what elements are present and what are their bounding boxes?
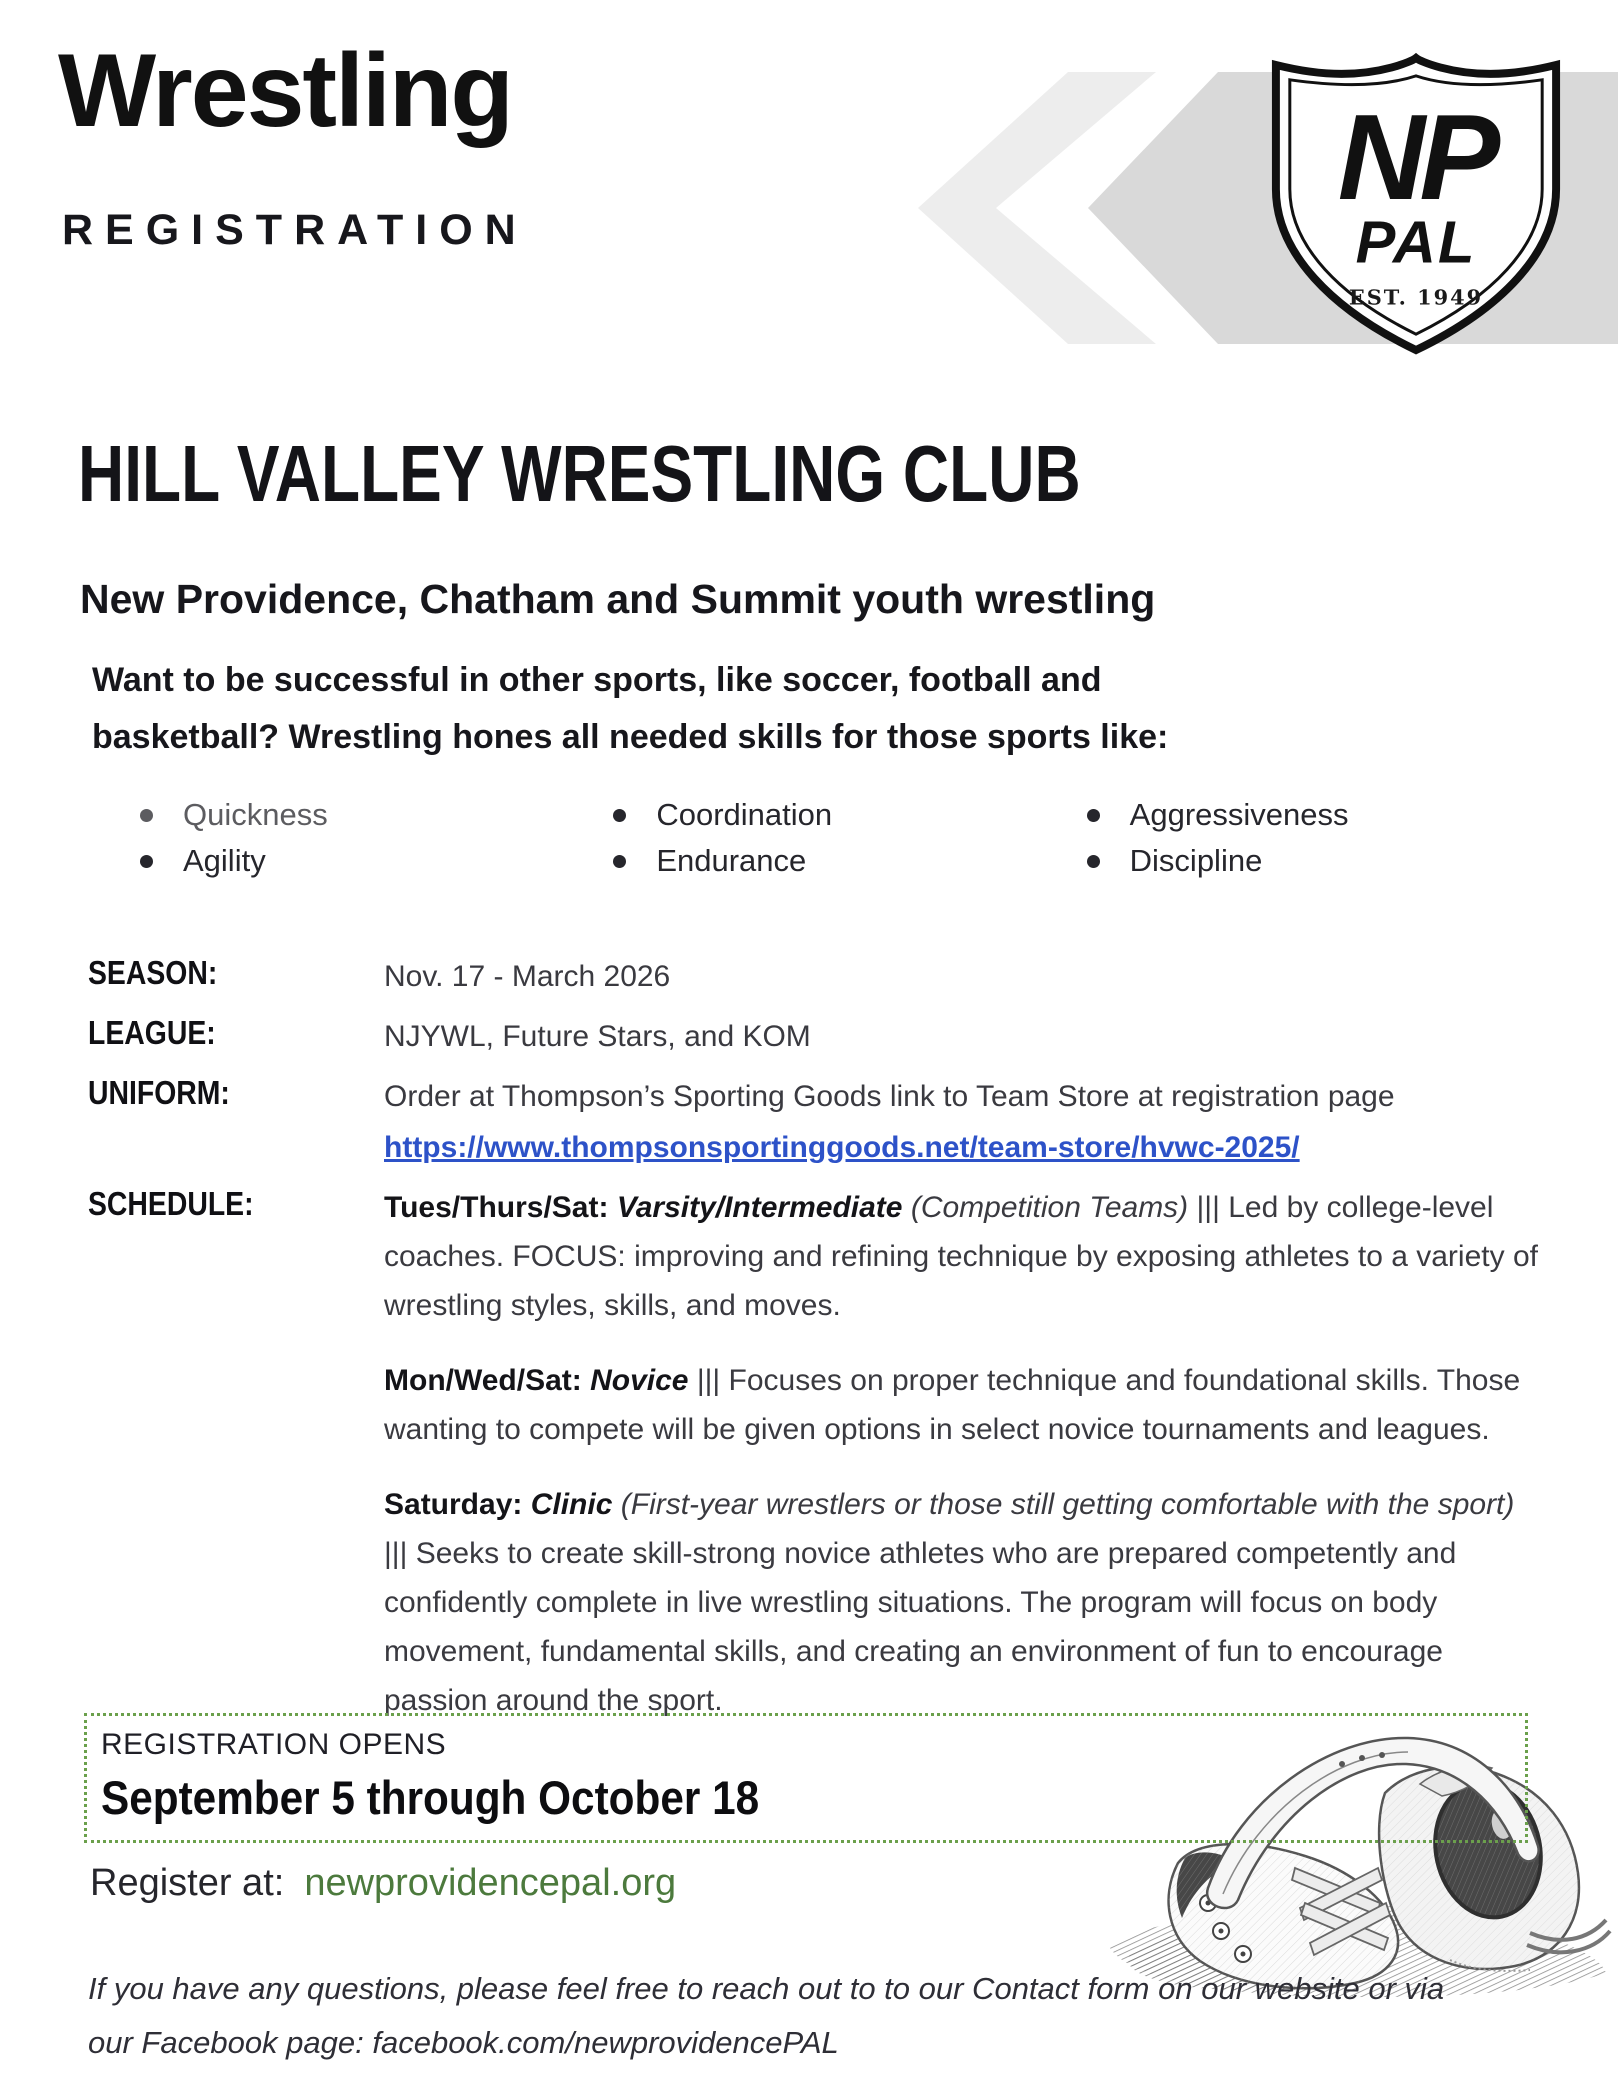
skills-column-3 [1087, 792, 1560, 884]
skill-item: Quickness [140, 792, 613, 838]
schedule-value [384, 1183, 1544, 1751]
page-title: Wrestling [58, 33, 512, 149]
footer-note-line-2: our Facebook page: facebook.com/newprovidencePAL [88, 2025, 839, 2060]
club-heading: HILL VALLEY WRESTLING CLUB [78, 429, 1081, 518]
intro-paragraph: Want to be successful in other sports, like soccer, football and basketball? Wrestling hones all needed skills for those sports like: [92, 661, 1169, 756]
schedule-label: SCHEDULE: [88, 1185, 254, 1222]
schedule-row [88, 1183, 1548, 1751]
league-row [88, 1012, 1548, 1061]
league-label: LEAGUE: [88, 1014, 216, 1051]
schedule-varsity-paragraph: Tues/Thurs/Sat: Varsity/Intermediate (Competition Teams) ||| Led by college-level coaches. FOCUS: improving and refining technique by exposing athletes to a variety of wrestling styles, skills, and moves. [384, 1191, 1538, 1322]
uniform-instructions: Order at Thompson’s Sporting Goods link to Team Store at registration page [384, 1080, 1395, 1113]
uniform-row [88, 1072, 1548, 1172]
registration-box [84, 1713, 1528, 1843]
np-pal-logo [1262, 48, 1570, 366]
uniform-value [384, 1072, 1544, 1172]
register-line [90, 1862, 676, 1905]
logo-np-text: NP [1337, 89, 1495, 226]
skills-column-1 [140, 792, 613, 884]
club-subheading: New Providence, Chatham and Summit youth wrestling [80, 576, 1156, 622]
skills-column-2 [613, 792, 1086, 884]
details-section [88, 952, 1548, 1762]
registration-opens-label: REGISTRATION OPENS [101, 1728, 447, 1761]
skill-item: Discipline [1087, 838, 1560, 884]
registration-dates: September 5 through October 18 [101, 1771, 760, 1824]
skills-list [140, 792, 1560, 884]
page-subtitle: REGISTRATION [62, 206, 528, 254]
schedule-novice-paragraph: Mon/Wed/Sat: Novice ||| Focuses on proper technique and foundational skills. Those wanting to compete will be given options in select novice tournaments and leagues. [384, 1364, 1521, 1446]
season-label: SEASON: [88, 954, 218, 991]
uniform-label: UNIFORM: [88, 1074, 230, 1111]
skill-item: Coordination [613, 792, 1086, 838]
skill-item: Aggressiveness [1087, 792, 1560, 838]
skill-item: Endurance [613, 838, 1086, 884]
season-row [88, 952, 1548, 1001]
team-store-link[interactable]: https://www.thompsonsportinggoods.net/team-store/hvwc-2025/ [384, 1131, 1300, 1164]
schedule-clinic-paragraph: Saturday: Clinic (First-year wrestlers or those still getting comfortable with the sport) ||| Seeks to create skill-strong novice athletes who are prepared competently and confidently complete in live wrestling situations. The program will focus on body movement, fundamental skills, and creating an environment of fun to encourage passion around the sport. [384, 1488, 1515, 1717]
logo-established-text: EST. 1949 [1348, 284, 1484, 310]
logo-pal-text: PAL [1355, 208, 1477, 276]
register-at-label: Register at: [90, 1862, 285, 1904]
register-url-link[interactable]: newprovidencepal.org [304, 1862, 677, 1904]
league-value: NJYWL, Future Stars, and KOM [384, 1020, 811, 1053]
skill-item: Agility [140, 838, 613, 884]
season-value: Nov. 17 - March 2026 [384, 960, 671, 993]
footer-note [88, 1962, 1458, 2070]
footer-note-line-1: If you have any questions, please feel free to reach out to to our Contact form on our website or via [88, 1971, 1445, 2006]
